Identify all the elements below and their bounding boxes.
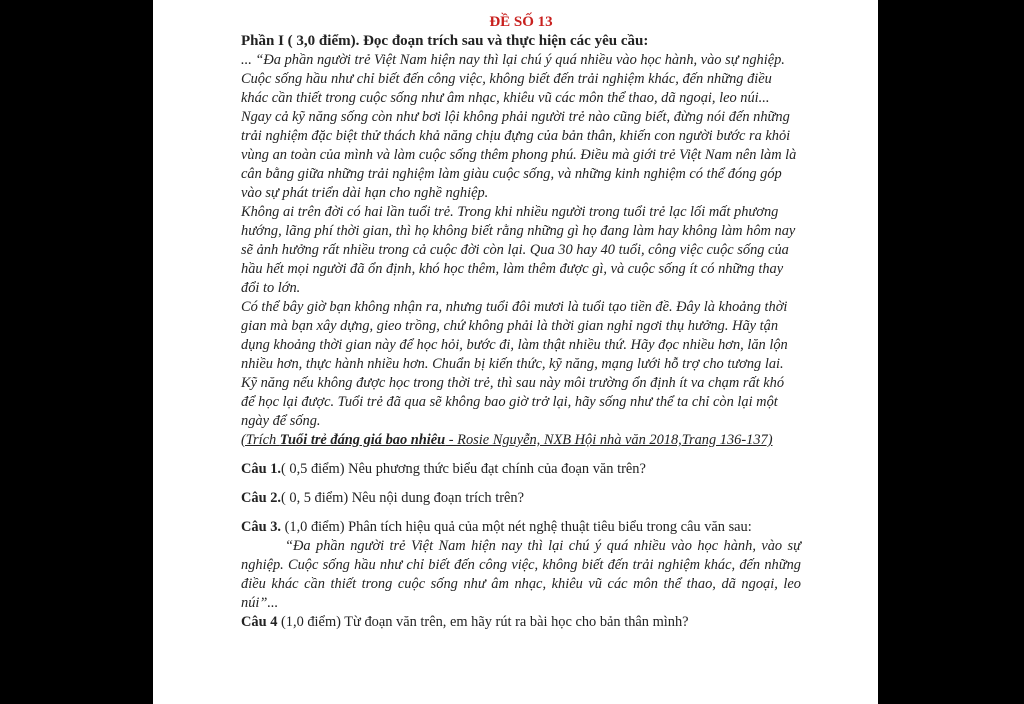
question-1-label: Câu 1. bbox=[241, 461, 281, 477]
citation-prefix: (Trích bbox=[241, 432, 280, 448]
question-3-label: Câu 3. bbox=[241, 519, 281, 535]
citation-suffix: - Rosie Nguyễn, NXB Hội nhà văn 2018,Trang 136-137) bbox=[445, 432, 773, 448]
passage-paragraph-3: Có thể bây giờ bạn không nhận ra, nhưng tuổi đôi mươi là tuổi tạo tiền đề. Đây là khoảng thời gian mà bạn xây dựng, gieo trồng, chứ không phải là thời gian nghỉ ngơi thụ hưởng. Hãy tận dụng khoảng thời gian này để học hỏi, bước đi, làm thật nhiều thứ. Hãy đọc nhiều hơn, lăn lộn nhiều hơn, thực hành nhiều hơn. Chuẩn bị kiến thức, kỹ năng, mạng lưới hỗ trợ cho tương lai. Kỹ năng nếu không được học trong thời trẻ, thì sau này môi trường ổn định ít va chạm rất khó để học lại được. Tuổi trẻ đã qua sẽ không bao giờ trở lại, hãy sống như thể ta chỉ còn lại một ngày để sống. bbox=[241, 299, 788, 429]
question-4-text: (1,0 điểm) Từ đoạn văn trên, em hãy rút ra bài học cho bản thân mình? bbox=[277, 614, 689, 630]
question-2-text: ( 0, 5 điểm) Nêu nội dung đoạn trích trên? bbox=[280, 490, 524, 506]
document-page bbox=[153, 0, 878, 704]
question-1 bbox=[241, 460, 801, 479]
citation-book-title: Tuổi trẻ đáng giá bao nhiêu bbox=[279, 432, 446, 448]
question-2 bbox=[241, 489, 801, 508]
part-heading: Phần I ( 3,0 điểm). Đọc đoạn trích sau và thực hiện các yêu cầu: bbox=[241, 33, 649, 49]
question-4 bbox=[241, 613, 801, 632]
question-2-label: Câu 2. bbox=[241, 490, 281, 506]
question-3-quote: “Đa phần người trẻ Việt Nam hiện nay thì lại chú ý quá nhiều vào học hành, vào sự nghiệp. Cuộc sống hầu như chỉ biết đến công việc, không biết đến trải nghiệm khác, đến những điều khác cần thiết trong cuộc sống như âm nhạc, khiêu vũ các môn thể thao, dã ngoại, leo núi”... bbox=[241, 538, 801, 611]
question-1-text: ( 0,5 điểm) Nêu phương thức biểu đạt chính của đoạn văn trên? bbox=[280, 461, 646, 477]
citation bbox=[241, 431, 801, 450]
exam-title: ĐỀ SỐ 13 bbox=[489, 14, 553, 30]
question-4-label: Câu 4 bbox=[241, 614, 278, 630]
passage-paragraph-2: Không ai trên đời có hai lần tuổi trẻ. Trong khi nhiều người trong tuổi trẻ lạc lối mất phương hướng, lãng phí thời gian, thì họ không biết rằng những gì họ đang làm hay không làm hôm nay sẽ ảnh hưởng rất nhiều trong cả cuộc đời còn lại. Qua 30 hay 40 tuổi, công việc cuộc sống của hầu hết mọi người đã ổn định, khó học thêm, làm thêm được gì, và cuộc sống ít có những thay đổi to lớn. bbox=[241, 204, 796, 296]
passage-paragraph-1: ... “Đa phần người trẻ Việt Nam hiện nay thì lại chú ý quá nhiều vào học hành, vào sự nghiệp. Cuộc sống hầu như chỉ biết đến công việc, không biết đến trải nghiệm khác, đến những điều khác cần thiết trong cuộc sống như âm nhạc, khiêu vũ các môn thể thao, dã ngoại, leo núi... Ngay cả kỹ năng sống còn như bơi lội không phải người trẻ nào cũng biết, đừng nói đến những trải nghiệm đặc biệt thử thách khả năng chịu đựng của bản thân, khiến con người bước ra khỏi vùng an toàn của mình và làm cuộc sống thêm phong phú. Điều mà giới trẻ Việt Nam nên làm là cân bằng giữa những trải nghiệm làm giàu cuộc sống, và những kinh nghiệm có thể đóng góp vào sự phát triển dài hạn cho nghề nghiệp. bbox=[241, 52, 797, 201]
reading-passage bbox=[241, 51, 801, 431]
question-3-text: (1,0 điểm) Phân tích hiệu quả của một nét nghệ thuật tiêu biểu trong câu văn sau: bbox=[280, 519, 752, 535]
document-content bbox=[241, 12, 801, 632]
question-3 bbox=[241, 518, 801, 537]
